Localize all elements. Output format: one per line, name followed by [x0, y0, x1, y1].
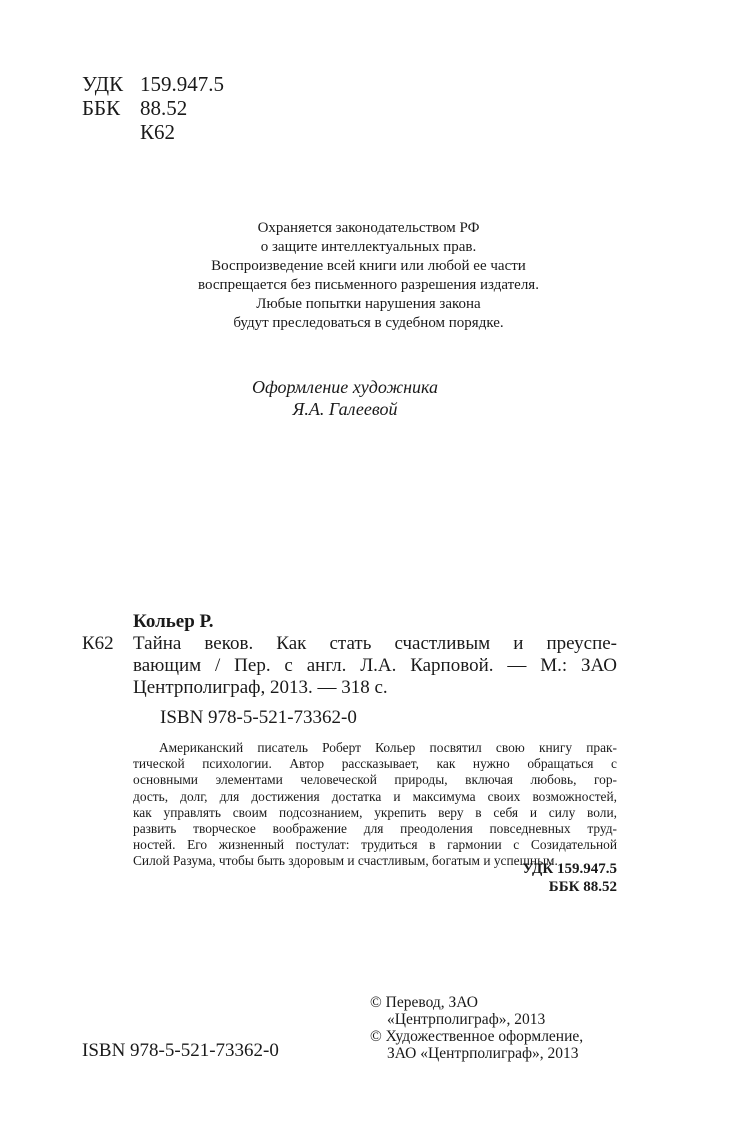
annotation-line: дость, долг, для достижения достатка и максимума своих возможностей, [133, 788, 617, 804]
annotation-line: Силой Разума, чтобы быть здоровым и счастливым, богатым и успешным. [133, 853, 558, 869]
bbk-label: ББК [82, 96, 121, 120]
annotation-line: как управлять своим подсознанием, укрепить веру в себя и силу воли, [133, 804, 617, 820]
udk-label: УДК [82, 72, 124, 96]
bib-description [133, 633, 617, 699]
copyright-line: © Перевод, ЗАО [370, 994, 478, 1011]
design-credit-role: Оформление художника [251, 377, 439, 397]
bib-line: Центрполиграф, 2013. — 318 с. [133, 677, 388, 698]
annotation-line: развить творческое воображение для преодоления повседневных труд- [133, 821, 617, 837]
design-credit-artist: Я.А. Галеевой [292, 399, 398, 419]
rights-line: Любые попытки нарушения закона [256, 296, 481, 312]
bib-line: Тайна веков. Как стать счастливым и преуспе- [133, 633, 617, 654]
bib-line: вающим / Пер. с англ. Л.А. Карповой. — М.: ЗАО [133, 655, 617, 676]
design-credit [0, 376, 690, 420]
annotation-line: ностей. Его жизненный постулат: трудиться в гармонии с Созидательной [133, 837, 617, 853]
rights-notice [0, 219, 737, 333]
udk-line [82, 72, 224, 96]
rights-line: о защите интеллектуальных прав. [260, 239, 477, 255]
rights-line: Охраняется законодательством РФ [257, 220, 480, 236]
bbk-line [82, 96, 187, 120]
isbn-bottom: ISBN 978-5-521-73362-0 [82, 1040, 279, 1061]
author-mark: К62 [140, 120, 176, 144]
rights-line: будут преследоваться в судебном порядке. [233, 315, 504, 331]
shelf-bbk: ББК 88.52 [548, 879, 617, 895]
annotation-line: основными элементами человеческой природы, включая любовь, гор- [133, 772, 617, 788]
author-mark-line [82, 120, 175, 144]
copyright-line: «Центрполиграф», 2013 [387, 1011, 546, 1028]
rights-line: воспрещается без письменного разрешения издателя. [198, 277, 539, 293]
bib-author: Кольер Р. [133, 611, 214, 632]
copyright-line: © Художественное оформление, [370, 1028, 584, 1045]
shelf-udk: УДК 159.947.5 [522, 861, 617, 877]
rights-line: Воспроизведение всей книги или любой ее части [211, 258, 526, 274]
bib-isbn: ISBN 978-5-521-73362-0 [160, 707, 357, 728]
annotation-line: Американский писатель Роберт Кольер посвятил свою книгу прак- [159, 740, 617, 755]
annotation-line: тической психологии. Автор рассказывает, как нужно обращаться с [133, 756, 617, 772]
bib-mark: К62 [82, 633, 114, 654]
bbk-value: 88.52 [140, 96, 188, 120]
copyright-block [370, 994, 583, 1062]
annotation [133, 740, 617, 870]
copyright-line: ЗАО «Центрполиграф», 2013 [387, 1045, 579, 1062]
udk-value: 159.947.5 [140, 72, 224, 96]
